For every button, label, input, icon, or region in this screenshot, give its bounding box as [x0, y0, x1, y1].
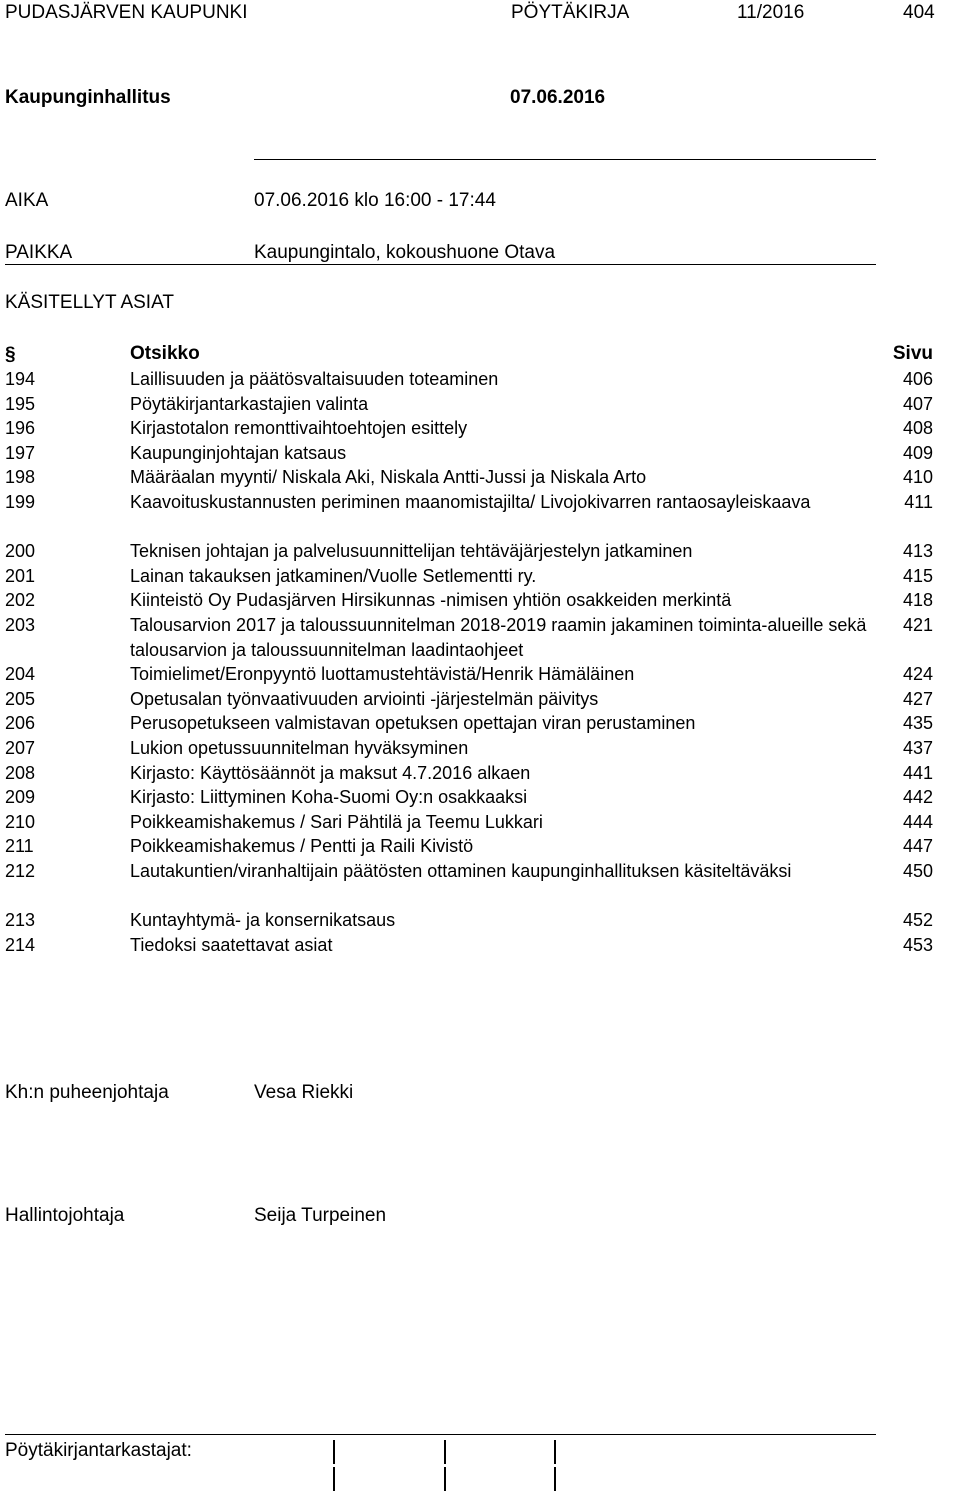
agenda-row: [0, 711, 960, 736]
signature-line-4: [333, 1467, 335, 1491]
agenda-page: 444: [902, 811, 933, 832]
agenda-page: 452: [902, 910, 933, 931]
signature-line-3: [554, 1440, 556, 1464]
agenda-page: 408: [902, 418, 933, 439]
agenda-row: [0, 859, 960, 908]
agenda-page: 406: [902, 369, 933, 389]
agenda-title: Lainan takauksen jatkaminen/Vuolle Setlementti ry.: [130, 565, 537, 586]
agenda-title: Kuntayhtymä- ja konsernikatsaus: [130, 910, 396, 931]
agenda-title: Kaavoituskustannusten periminen maanomistajilta/ Livojokivarren rantaosayleiskaava: [130, 492, 811, 512]
agenda-section-number: 202: [5, 590, 36, 611]
agenda-row: [0, 810, 960, 835]
page-column-header: Sivu: [892, 343, 933, 364]
agenda-section-number: 204: [5, 664, 36, 685]
agenda-row: [0, 785, 960, 810]
admin-name: Seija Turpeinen: [254, 1205, 387, 1226]
agenda-page: 442: [902, 787, 933, 808]
signature-line-5: [444, 1467, 446, 1491]
agenda-section-number: 199: [5, 492, 36, 512]
agenda-page: 410: [902, 467, 933, 488]
agenda-section-number: 194: [5, 369, 36, 389]
agenda-title: Määräalan myynti/ Niskala Aki, Niskala Antti-Jussi ja Niskala Arto: [130, 467, 647, 488]
agenda-section-number: 200: [5, 541, 36, 562]
agenda-page: 407: [902, 393, 933, 414]
page-number: 404: [903, 2, 935, 23]
signature-line-1: [333, 1440, 335, 1464]
agenda-title: Poikkeamishakemus / Sari Pähtilä ja Teemu Lukkari: [130, 811, 543, 832]
agenda-section-number: 205: [5, 688, 36, 709]
agenda-row: [0, 736, 960, 761]
agenda-page: 441: [902, 762, 933, 783]
inspectors-label: Pöytäkirjantarkastajat:: [5, 1440, 192, 1461]
agenda-section-number: 208: [5, 762, 36, 783]
agenda-section-number: 201: [5, 565, 36, 586]
agenda-section-number: 196: [5, 418, 36, 439]
agenda-row: [0, 908, 960, 933]
agenda-row: [0, 933, 960, 958]
chair-label: Kh:n puheenjohtaja: [5, 1082, 169, 1103]
agenda-section-number: 211: [5, 836, 34, 857]
agenda-title: Teknisen johtajan ja palvelusuunnittelijan tehtäväjärjestelyn jatkaminen: [130, 541, 693, 562]
agenda-page: 424: [902, 664, 933, 685]
agenda-section-number: 212: [5, 861, 36, 881]
agenda-row: [0, 490, 960, 539]
agenda-row: [0, 613, 960, 662]
document-number: 11/2016: [737, 2, 805, 23]
agenda-section-number: 198: [5, 467, 36, 488]
agenda-section-number: 213: [5, 910, 36, 931]
agenda-row: [0, 761, 960, 786]
agenda-title: Tiedoksi saatettavat asiat: [130, 934, 333, 955]
agenda-section-number: 214: [5, 934, 36, 955]
agenda-row: [0, 367, 960, 392]
agenda-title: Talousarvion 2017 ja taloussuunnitelman 2018-2019 raamin jakaminen toiminta-alueille sekä talousarvion ja taloussuunnitelman laadintaohjeet: [130, 615, 867, 660]
agenda-heading: KÄSITELLYT ASIAT: [5, 292, 174, 313]
agenda-section-number: 210: [5, 811, 36, 832]
governing-body: Kaupunginhallitus: [5, 87, 171, 108]
agenda-page: 447: [902, 836, 933, 857]
agenda-page: 409: [902, 442, 933, 463]
signature-line-2: [444, 1440, 446, 1464]
admin-label: Hallintojohtaja: [5, 1205, 125, 1226]
agenda-title: Laillisuuden ja päätösvaltaisuuden toteaminen: [130, 369, 499, 389]
place-label: PAIKKA: [5, 242, 73, 263]
agenda-title: Lautakuntien/viranhaltijain päätösten ottaminen kaupunginhallituksen käsiteltäväksi: [130, 861, 792, 881]
agenda-row: [0, 662, 960, 687]
organization-name: PUDASJÄRVEN KAUPUNKI: [5, 2, 248, 23]
agenda-row: [0, 834, 960, 859]
agenda-title: Kirjasto: Käyttösäännöt ja maksut 4.7.2016 alkaen: [130, 762, 531, 783]
time-label: AIKA: [5, 190, 49, 211]
agenda-section-number: 209: [5, 787, 36, 808]
agenda-title: Kaupunginjohtajan katsaus: [130, 442, 347, 463]
agenda-row: [0, 416, 960, 441]
signature-line-6: [554, 1467, 556, 1491]
agenda-page: 437: [902, 738, 933, 758]
agenda-page: 421: [902, 615, 933, 635]
place-value: Kaupungintalo, kokoushuone Otava: [254, 242, 556, 263]
agenda-title: Kiinteistö Oy Pudasjärven Hirsikunnas -nimisen yhtiön osakkeiden merkintä: [130, 590, 732, 611]
agenda-page: 411: [904, 492, 933, 512]
agenda-row: [0, 564, 960, 589]
agenda-row: [0, 588, 960, 613]
agenda-row: [0, 465, 960, 490]
footer-rule: [5, 1434, 876, 1435]
agenda-title: Lukion opetussuunnitelman hyväksyminen: [130, 738, 469, 758]
chair-name: Vesa Riekki: [254, 1082, 354, 1103]
time-value: 07.06.2016 klo 16:00 - 17:44: [254, 190, 496, 211]
agenda-page: 453: [902, 934, 933, 955]
agenda-title: Toimielimet/Eronpyyntö luottamustehtävistä/Henrik Hämäläinen: [130, 664, 635, 685]
agenda-page: 415: [902, 565, 933, 586]
agenda-title: Poikkeamishakemus / Pentti ja Raili Kivistö: [130, 836, 474, 857]
agenda-section-number: 206: [5, 713, 36, 734]
agenda-row: [0, 687, 960, 712]
agenda-section-number: 197: [5, 442, 36, 463]
agenda-row: [0, 539, 960, 564]
agenda-page: 418: [902, 590, 933, 611]
agenda-section-number: 207: [5, 738, 36, 758]
agenda-title: Opetusalan työnvaativuuden arviointi -järjestelmän päivitys: [130, 688, 599, 709]
agenda-title: Pöytäkirjantarkastajien valinta: [130, 393, 369, 414]
section-column-header: §: [5, 344, 16, 365]
agenda-section-number: 195: [5, 393, 36, 414]
document-type: PÖYTÄKIRJA: [511, 2, 630, 23]
agenda-page: 427: [902, 688, 933, 709]
top-rule: [254, 159, 876, 160]
agenda-row: [0, 392, 960, 417]
agenda-row: [0, 441, 960, 466]
agenda-title: Perusopetukseen valmistavan opetuksen opettajan viran perustaminen: [130, 713, 696, 734]
agenda-section-number: 203: [5, 615, 36, 635]
title-column-header: Otsikko: [130, 343, 200, 364]
agenda-title: Kirjastotalon remonttivaihtoehtojen esittely: [130, 418, 468, 439]
meeting-date: 07.06.2016: [510, 87, 606, 108]
agenda-page: 435: [902, 713, 933, 734]
agenda-page: 413: [902, 541, 933, 562]
agenda-title: Kirjasto: Liittyminen Koha-Suomi Oy:n osakkaaksi: [130, 787, 528, 808]
agenda-page: 450: [902, 861, 933, 881]
place-rule: [5, 264, 876, 265]
